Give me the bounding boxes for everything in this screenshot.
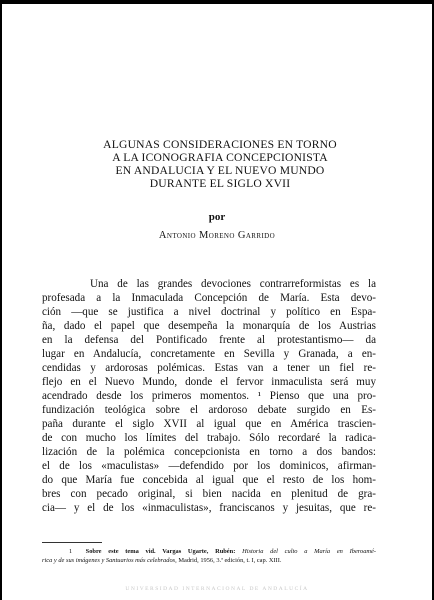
body-line: lización de la polémica concepcionista en torno a dos bandos:	[42, 446, 376, 458]
body-line: lugar en Andalucía, concretamente en Sevilla y Granada, a en-	[42, 348, 376, 360]
footnote-line	[42, 556, 376, 565]
body-line: bres con pecado original, si bien nacida en plenitud de gra-	[42, 488, 376, 500]
title-line: EN ANDALUCIA Y EL NUEVO MUNDO	[115, 164, 325, 177]
body-line: acendrado desde los primeros momentos. ¹ Pienso que una pro-	[42, 390, 376, 402]
footnote-tail: Madrid, 1956, 3.ª edición, t. I, cap. XIII.	[178, 557, 282, 564]
body-line: de con mucho los límites del trabajo. Sólo recordaré la radica-	[42, 432, 376, 444]
body-line: Una de las grandes devociones contrarreformistas es la	[90, 278, 376, 290]
body-paragraph	[42, 277, 376, 515]
body-line: cia— y el de los «inmaculistas», franciscanos y jesuitas, que re-	[42, 502, 376, 514]
body-line: flejo en el Nuevo Mundo, donde el fervor inmaculista será muy	[42, 376, 376, 388]
author-name: Antonio Moreno Garrido	[158, 230, 276, 241]
body-line: do que María fue concebida al igual que el resto de los hom-	[42, 474, 376, 486]
title-line: DURANTE EL SIGLO XVII	[149, 177, 291, 190]
body-line: el de los «maculistas» —defendido por los dominicos, afirman-	[42, 460, 376, 472]
watermark: UNIVERSIDAD INTERNACIONAL DE ANDALUCÍA	[125, 586, 309, 592]
article-title	[60, 138, 380, 190]
title-line: A LA ICONOGRAFIA CONCEPCIONISTA	[112, 151, 328, 164]
footnote-lead: Sobre este tema vid. Vargas Ugarte, Rubén:	[85, 548, 236, 555]
footnote-title-part1: Historia del culto a María en Iberoamé-	[242, 548, 376, 555]
footnote	[42, 547, 376, 565]
byline: por	[208, 211, 226, 223]
footnote-title-part2: rica y de sus imágenes y Santuarios más celebrados,	[42, 557, 177, 564]
footnote-line	[42, 547, 376, 556]
footnote-divider	[42, 542, 102, 543]
body-line: cendidas y ardorosas polémicas. Estas van a tener un fiel re-	[42, 362, 376, 374]
scan-border-top	[0, 0, 434, 4]
footnote-number: 1	[68, 548, 73, 555]
title-line: ALGUNAS CONSIDERACIONES EN TORNO	[103, 138, 337, 151]
body-line: ña, dado el papel que desempeña la monarquía de los Austrias	[42, 320, 376, 332]
body-line: profesada a la Inmaculada Concepción de María. Esta devo-	[42, 292, 376, 304]
body-line: en la defensa del Pontificado frente al protestantismo— da	[42, 334, 376, 346]
scan-border-left	[0, 0, 2, 600]
body-line: ción —que se justifica a nivel doctrinal y político en Espa-	[42, 306, 376, 318]
body-line: paña durante el siglo XVII al igual que en América trascien-	[42, 418, 376, 430]
body-line: fundización teológica sobre el ardoroso debate surgido en Es-	[42, 404, 376, 416]
